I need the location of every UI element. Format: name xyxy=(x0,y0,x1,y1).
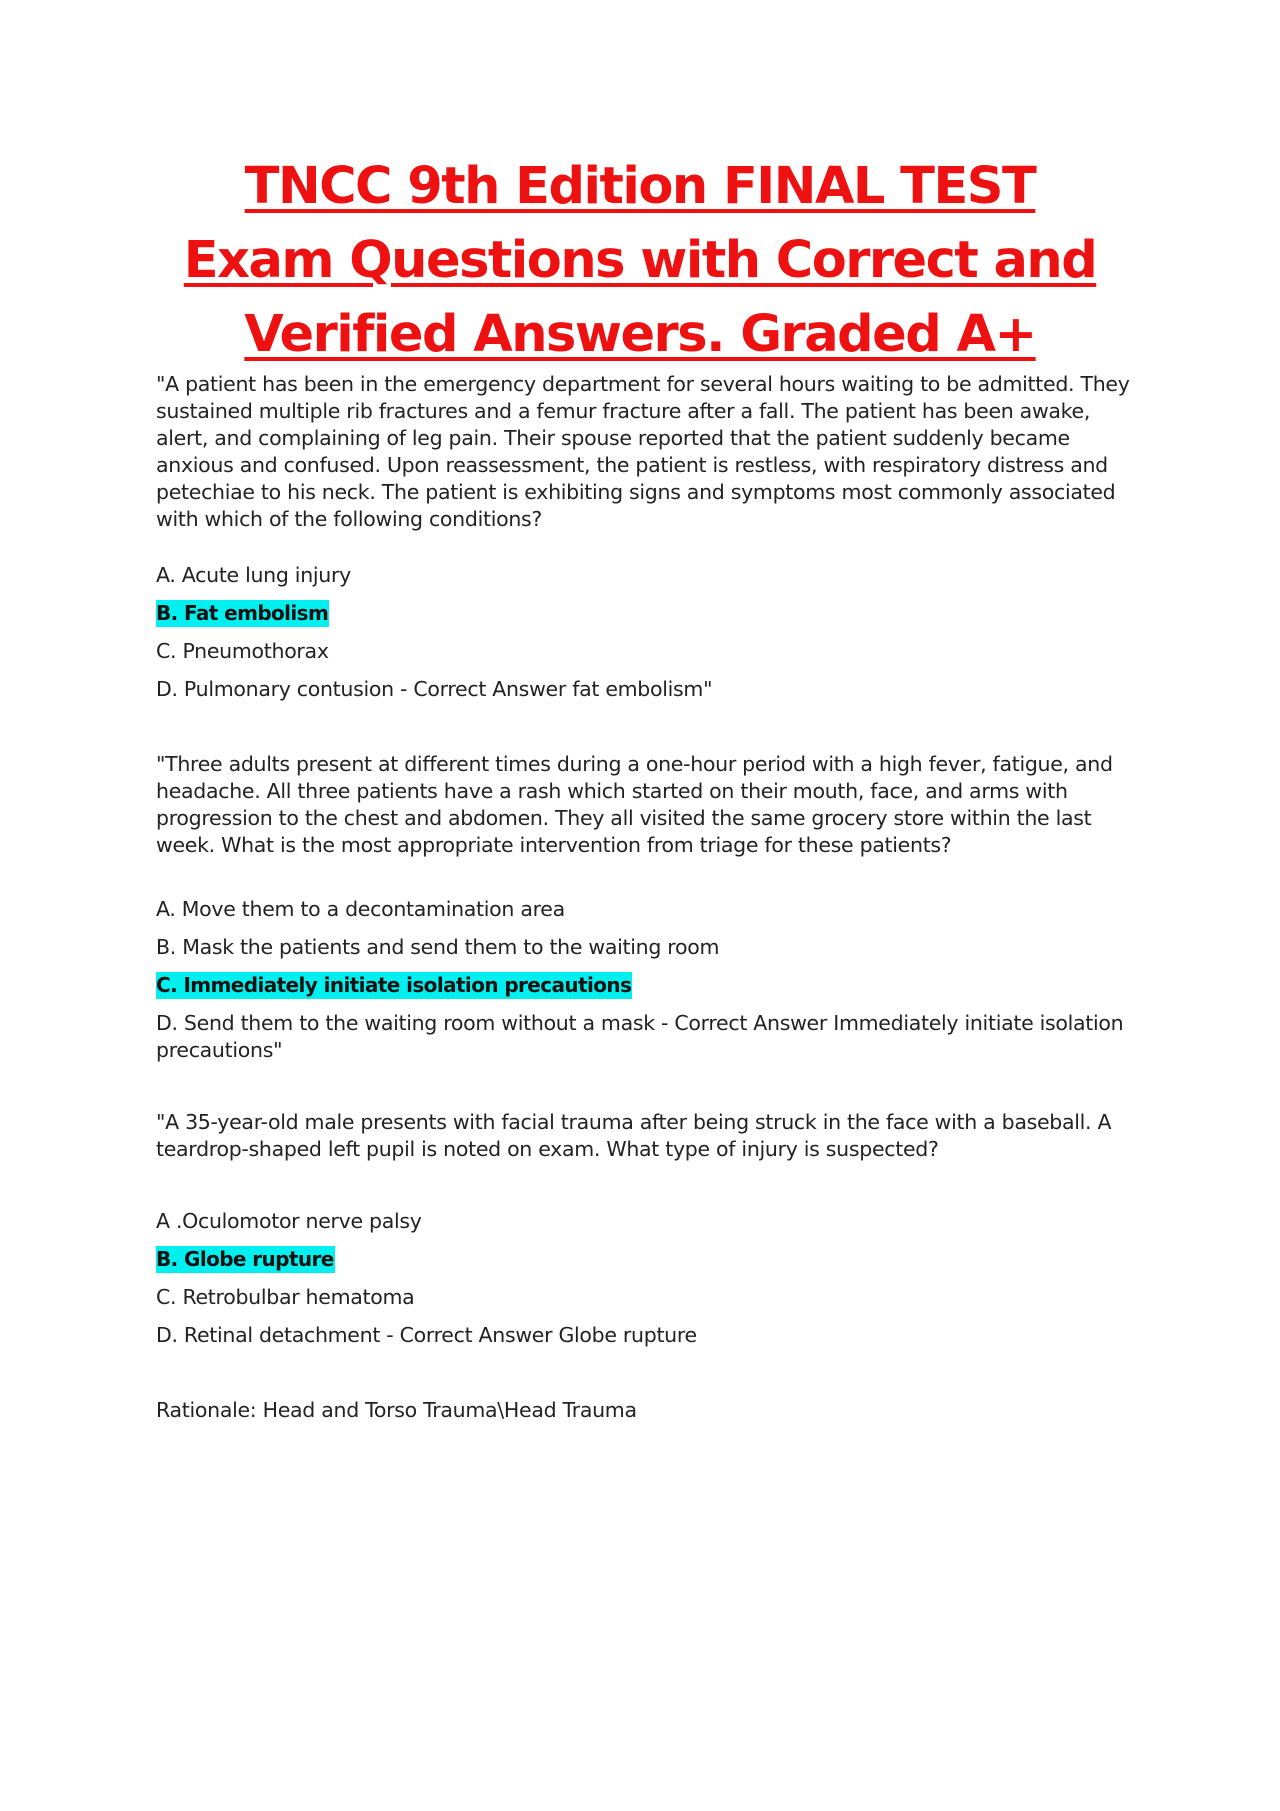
question-2-option-a: A. Move them to a decontamination area xyxy=(156,897,565,921)
title-line-3: Verified Answers. Graded A+ xyxy=(244,305,1036,364)
question-1-option-d: D. Pulmonary contusion - Correct Answer fat embolism" xyxy=(156,677,713,701)
question-3-option-a: A .Oculomotor nerve palsy xyxy=(156,1209,422,1233)
question-2-text: "Three adults present at different times during a one-hour period with a high fever, fatigue, and headache. All three patients have a rash which started on their mouth, face, and arms with progression to the chest and abdomen. They all visited the same grocery store within the last week. What is the most appropriate intervention from triage for these patients? xyxy=(156,752,1113,857)
question-2-option-c xyxy=(156,972,632,999)
document-title xyxy=(150,150,1130,372)
title-line-1: TNCC 9th Edition FINAL TEST xyxy=(244,157,1036,216)
question-3-option-d: D. Retinal detachment - Correct Answer Globe rupture xyxy=(156,1323,697,1347)
question-1-option-b xyxy=(156,600,329,627)
title-line-2: Exam Questions with Correct and xyxy=(183,231,1097,290)
question-3-option-b xyxy=(156,1246,335,1273)
question-1-text: "A patient has been in the emergency department for several hours waiting to be admitted. They sustained multiple rib fractures and a femur fracture after a fall. The patient has been awake, alert, and complaining of leg pain. Their spouse reported that the patient suddenly became anxious and confused. Upon reassessment, the patient is restless, with respiratory distress and petechiae to his neck. The patient is exhibiting signs and symptoms most commonly associated with which of the following conditions? xyxy=(156,372,1130,531)
question-1-option-c: C. Pneumothorax xyxy=(156,639,329,663)
question-1-option-a: A. Acute lung injury xyxy=(156,563,351,587)
rationale-text: Rationale: Head and Torso Trauma\Head Trauma xyxy=(156,1398,637,1422)
correct-answer-highlight: B. Globe rupture xyxy=(156,1247,334,1271)
correct-answer-highlight: C. Immediately initiate isolation precautions xyxy=(156,973,632,997)
question-2-option-b: B. Mask the patients and send them to the waiting room xyxy=(156,935,720,959)
correct-answer-highlight: B. Fat embolism xyxy=(156,601,329,625)
question-3-option-c: C. Retrobulbar hematoma xyxy=(156,1285,415,1309)
question-2-option-d: D. Send them to the waiting room without a mask - Correct Answer Immediately initiate isolation precautions" xyxy=(156,1011,1124,1062)
question-3-text: "A 35-year-old male presents with facial trauma after being struck in the face with a baseball. A teardrop-shaped left pupil is noted on exam. What type of injury is suspected? xyxy=(156,1110,1112,1161)
